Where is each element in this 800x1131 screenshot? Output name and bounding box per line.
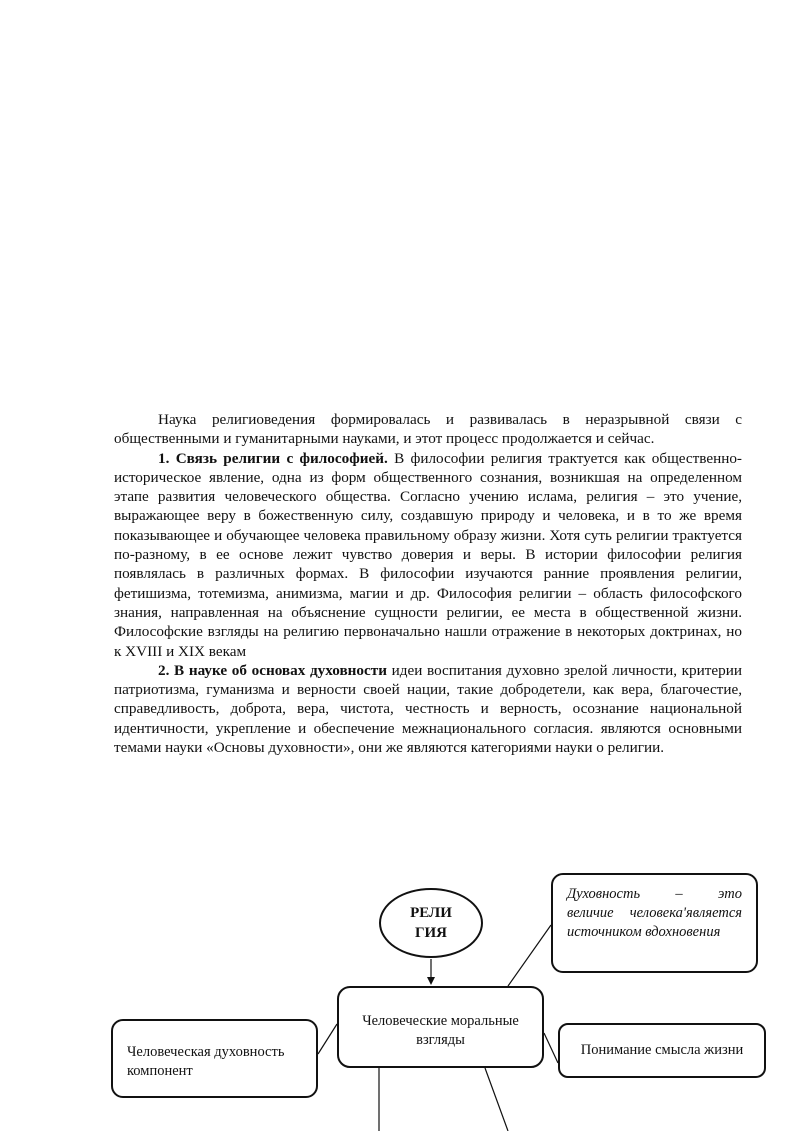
paragraph-spirituality-text: идеи воспитания духовно зрелой личности, критерии патриотизма, гуманизма и верности своей нации, такие добродетели, как вера, благочестие, справедливость, доброта, вера, чистота, честность и верность, осознание национальной идентичности, укрепление и обеспечение межнационального согласия. являются основными темами науки «Основы духовности», они же являются категориями науки о религии. bbox=[114, 661, 742, 757]
node-religion-line2: ГИЯ bbox=[414, 925, 448, 941]
node-moral-views-label: Человеческие моральные взгляды bbox=[362, 1013, 519, 1048]
node-spirituality-definition bbox=[551, 873, 758, 973]
node-meaning-of-life bbox=[558, 1023, 766, 1078]
line-moral-to-meaning bbox=[544, 1033, 558, 1063]
line-moral-down-right bbox=[485, 1068, 508, 1131]
spirit-def-word2: это bbox=[718, 886, 742, 902]
heading-spirituality: 2. В науке об основах духовности bbox=[158, 661, 387, 679]
spirit-def-dash: – bbox=[675, 886, 683, 902]
node-meaning-of-life-label: Понимание смысла жизни bbox=[580, 1042, 744, 1058]
node-religion-line1: РЕЛИ bbox=[410, 905, 452, 921]
node-human-spirituality bbox=[111, 1019, 318, 1098]
node-spirituality-definition-line1 bbox=[567, 885, 742, 904]
heading-philosophy: 1. Связь религии с философией. bbox=[158, 449, 388, 467]
line-moral-to-spirit-def bbox=[508, 925, 551, 986]
line-moral-to-human-spirit bbox=[318, 1024, 337, 1054]
paragraph-intro: Наука религиоведения формировалась и развивалась в неразрывной связи с общественными и гуманитарными науками, и этот процесс продолжается и сейчас. bbox=[114, 411, 742, 448]
node-human-spirituality-label: Человеческая духовность компонент bbox=[127, 1044, 285, 1079]
node-spirituality-definition-rest: величие человека'является источником вдохновения bbox=[567, 905, 742, 940]
paragraph-philosophy-text: В философии религия трактуется как общественно-историческое явление, одна из форм общественного сознания, возникшая на определенном этапе развития человеческого общества. Согласно учению ислама, религия – это учение, выражающее веру в божественную силу, создавшую природу и человека, и в то же время показывающее и обучающее человека правильному образу жизни. Хотя суть религии трактуется по-разному, в ее основе лежит чувство доверия и веры. В истории философии религия появлялась в различных формах. В философии изучаются ранние проявления религии, фетишизма, тотемизма, анимизма, магии и др. Философия религии – область философского знания, направленная на объяснение сущности религии, ее места в общественной жизни. Философские взгляды на религию первоначально нашли отражение в некоторых доктринах, но к XVIII и XIX векам bbox=[114, 449, 742, 660]
node-religion bbox=[379, 888, 483, 958]
spirit-def-word1: Духовность bbox=[567, 886, 641, 902]
node-moral-views bbox=[337, 986, 544, 1068]
